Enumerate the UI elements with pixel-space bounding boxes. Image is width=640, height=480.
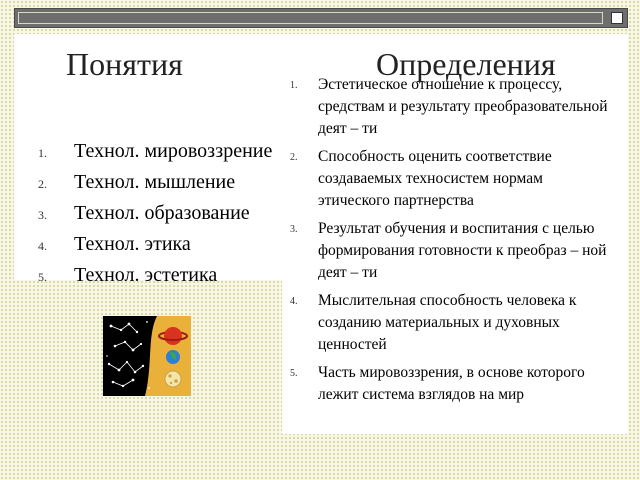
definition-text: Результат обучения и воспитания с целью формирования готовности к преобраз – ной деят – ти	[318, 220, 607, 281]
concept-text: Технол. образование	[74, 202, 250, 224]
definition-text: Способность оценить соответствие создаваемых техносистем нормам этического партнерства	[318, 148, 552, 209]
list-number: 2.	[38, 177, 47, 191]
list-item	[290, 146, 610, 212]
title-decoration-bar	[14, 8, 628, 28]
definitions-list	[290, 74, 610, 412]
list-item	[38, 167, 288, 198]
definition-text: Часть мировоззрения, в основе которого лежит система взглядов на мир	[318, 364, 585, 403]
list-number: 4.	[290, 296, 298, 307]
list-number: 3.	[38, 208, 47, 222]
list-number: 1.	[290, 80, 298, 91]
list-number: 5.	[290, 368, 298, 379]
list-item	[38, 136, 288, 167]
list-item	[290, 362, 610, 406]
definition-text: Эстетическое отношение к процессу, средствам и результату преобразовательной деят – ти	[318, 76, 608, 137]
list-item	[290, 290, 610, 356]
list-number: 3.	[290, 224, 298, 235]
title-bar-square	[611, 12, 623, 24]
list-item	[38, 260, 288, 291]
list-item	[38, 198, 288, 229]
title-bar-inner-line	[18, 12, 603, 24]
list-number: 4.	[38, 239, 47, 253]
concept-text: Технол. этика	[74, 233, 191, 255]
list-number: 2.	[290, 152, 298, 163]
concept-text: Технол. мышление	[74, 171, 236, 193]
concepts-heading: Понятия	[66, 46, 183, 82]
list-item	[38, 229, 288, 260]
concepts-list	[38, 136, 288, 291]
concept-text: Технол. эстетика	[74, 264, 218, 286]
list-number: 1.	[38, 146, 47, 160]
concept-text: Технол. мировоззрение	[74, 140, 273, 162]
list-number: 5.	[38, 270, 47, 284]
space-constellation-planets-icon	[103, 316, 191, 396]
list-item	[290, 74, 610, 140]
definitions-heading: Определения	[376, 46, 556, 82]
list-item	[290, 218, 610, 284]
definition-text: Мыслительная способность человека к созданию материальных и духовных ценностей	[318, 292, 577, 353]
